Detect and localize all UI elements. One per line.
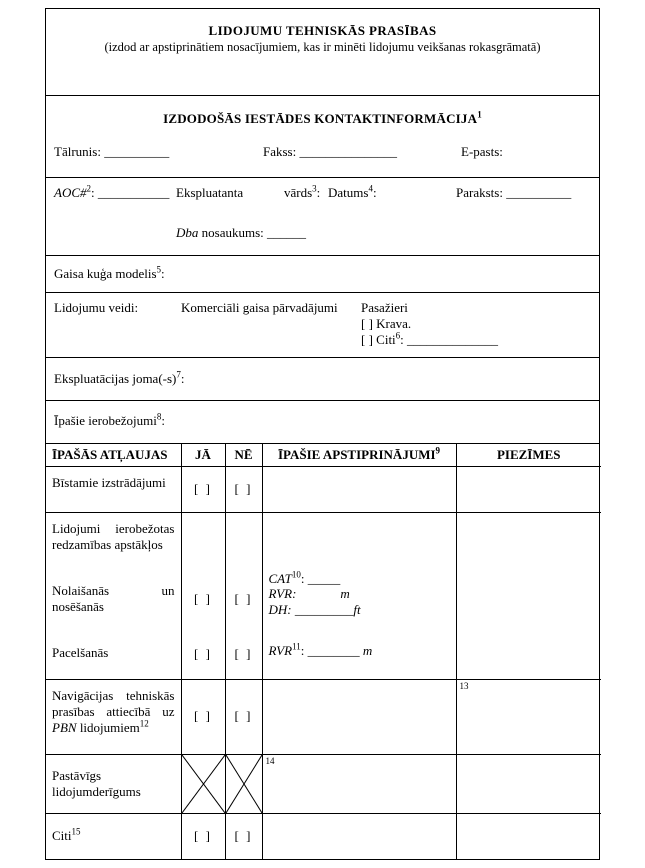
checkbox-glyph: [ ] [194, 828, 212, 844]
takeoff-label: Pacelšanās [52, 644, 109, 660]
dba-rest: nosaukums: [201, 225, 264, 240]
name-word: vārds [284, 185, 313, 200]
approach-landing-label: Nolaišanās un nosēšanās [52, 582, 175, 614]
other-operations-field[interactable]: ______________ [407, 332, 499, 347]
other-row-label [46, 813, 181, 859]
airworthiness-label: Pastāvīgs lidojumderīgums [46, 754, 181, 813]
approach-yes-checkbox[interactable]: [ ] [194, 590, 212, 606]
footnote-1: 1 [477, 109, 482, 120]
takeoff-yes-checkbox[interactable]: [ ] [194, 645, 212, 661]
operation-area-label [54, 371, 185, 387]
footnote-3: 3 [312, 183, 317, 194]
col-header-notes: PIEZĪMES [456, 444, 601, 466]
name-colon: : [316, 185, 321, 200]
fax-field[interactable]: _______________ [299, 144, 397, 159]
cross-mark [226, 755, 262, 813]
footnote-14: 14 [265, 755, 275, 766]
operation-types-section [46, 293, 599, 358]
low-visibility-yes-cell [181, 512, 225, 679]
flight-technical-requirements-form [45, 8, 600, 860]
rvr-label: RVR: [268, 586, 297, 601]
footnote-6: 6 [395, 330, 401, 341]
approach-no-checkbox[interactable]: [ ] [234, 590, 253, 606]
special-limitations-section [46, 401, 599, 444]
cat-label: CAT [268, 570, 292, 586]
issuer-contact-section [46, 96, 599, 178]
row-other [46, 813, 601, 859]
cross-mark [182, 755, 225, 813]
footnote-10: 10 [291, 569, 301, 580]
email-label: E-pasts: [461, 144, 503, 159]
date-word: Datums [328, 185, 369, 200]
signature-field[interactable]: __________ [506, 185, 572, 200]
special-permissions-table [46, 444, 601, 859]
special-limitations-text: Īpašie ierobežojumi [54, 413, 157, 428]
rvr-line [269, 586, 456, 602]
passengers-option: Pasažieri [361, 300, 408, 315]
operation-type-options [361, 300, 498, 348]
operation-area-text: Ekspluatācijas joma(-s) [54, 371, 177, 386]
col-header-approvals [262, 444, 456, 466]
dh-label: DH: [268, 601, 292, 617]
checkbox-glyph: [ ] [234, 708, 253, 724]
other-no-checkbox[interactable] [225, 813, 262, 859]
checkbox-glyph: [ ] [194, 708, 212, 724]
footnote-4: 4 [368, 183, 373, 194]
fax-label: Fakss: [263, 144, 297, 159]
date-colon: : [372, 185, 377, 200]
col-header-permissions: ĪPAŠĀS ATĻAUJAS [46, 444, 181, 466]
low-visibility-approvals-cell [262, 512, 456, 679]
footnote-5: 5 [156, 264, 162, 275]
dh-field[interactable]: _________ [294, 601, 354, 617]
operations-label: Lidojumu veidi: [54, 300, 139, 315]
operator-name-label [284, 185, 320, 201]
approvals-header-text: ĪPAŠIE APSTIPRINĀJUMI [277, 446, 436, 462]
footnote-15: 15 [71, 826, 81, 837]
airworthiness-approvals-cell [262, 754, 456, 813]
pbn-notes-cell [456, 679, 601, 754]
footnote-7: 7 [176, 369, 181, 380]
other-yes-checkbox[interactable] [181, 813, 225, 859]
footnote-8: 8 [156, 411, 162, 422]
low-visibility-no-cell [225, 512, 262, 679]
phone-label: Tālrunis: [54, 144, 101, 159]
checkbox-glyph: [ ] [194, 480, 212, 496]
checkbox-glyph: [ ] [234, 480, 253, 496]
email-row [461, 144, 503, 160]
other-label-text: Citi [52, 828, 72, 844]
pbn-requirements-label [52, 688, 175, 736]
operation-area-section [46, 358, 599, 401]
aoc-number-row [54, 185, 169, 201]
low-visibility-notes-cell [456, 512, 601, 679]
cargo-option-checkbox[interactable]: [ ] Krava. [361, 316, 412, 331]
operation-area-colon: : [180, 371, 185, 386]
row-continuing-airworthiness [46, 754, 601, 813]
form-subtitle: (izdod ar apstiprinātiem nosacījumiem, kas ir minēti lidojumu veikšanas rokasgrāmatā) [104, 40, 541, 55]
row-pbn-requirements [46, 679, 601, 754]
dangerous-goods-label: Bīstamie izstrādājumi [46, 466, 181, 512]
col-header-no: NĒ [225, 444, 262, 466]
takeoff-rvr-field[interactable]: ________ [307, 643, 360, 658]
special-limitations-label [54, 413, 165, 429]
table-header-row [46, 444, 601, 466]
issuer-heading-text: IZDODOŠĀS IESTĀDES KONTAKTINFORMĀCIJA [163, 111, 478, 126]
col-header-yes: JĀ [181, 444, 225, 466]
dangerous-no-checkbox[interactable] [225, 466, 262, 512]
row-dangerous-goods [46, 466, 601, 512]
takeoff-rvr-label: RVR [268, 643, 293, 658]
footnote-9: 9 [435, 445, 441, 456]
rvr-unit: m [340, 586, 350, 601]
aoc-label: AOC# [54, 185, 87, 200]
footnote-12: 12 [139, 718, 149, 729]
airworthiness-no-cell-crossed [225, 754, 262, 813]
form-title: LIDOJUMU TEHNISKĀS PRASĪBAS [208, 23, 437, 38]
aoc-colon: : [91, 185, 95, 200]
other-notes-cell [456, 813, 601, 859]
low-visibility-group-label: Lidojumi ierobežotas redzamības apstākļos [52, 520, 175, 552]
cat-colon: : [300, 570, 305, 586]
takeoff-rvr-colon: : [300, 643, 305, 658]
aircraft-model-label [54, 266, 165, 282]
dba-word: Dba [176, 225, 199, 240]
footnote-11: 11 [292, 641, 301, 652]
form-header-section [46, 9, 599, 96]
cat-field[interactable]: _____ [307, 570, 341, 586]
aoc-section [46, 178, 599, 256]
fax-row [263, 144, 397, 160]
other-option-checkbox[interactable]: [ ] Citi [361, 332, 396, 347]
other-colon: : [400, 332, 404, 347]
phone-row [54, 144, 169, 160]
dba-field[interactable]: ______ [267, 225, 307, 240]
dangerous-approvals-cell [262, 466, 456, 512]
footnote-2: 2 [86, 183, 91, 194]
operator-word: Ekspluatanta [176, 185, 244, 200]
pbn-label-pre: Navigācijas tehniskās prasības attiecībā uz [52, 687, 175, 719]
takeoff-rvr-line [269, 643, 456, 659]
other-option [361, 332, 498, 348]
aoc-field[interactable]: ___________ [97, 185, 170, 200]
pbn-label-post: lidojumiem [79, 719, 140, 735]
checkbox-glyph: [ ] [234, 828, 253, 844]
issuer-heading [46, 96, 599, 127]
aircraft-model-section [46, 256, 599, 293]
phone-field[interactable]: __________ [104, 144, 170, 159]
dangerous-yes-checkbox[interactable] [181, 466, 225, 512]
aircraft-model-text: Gaisa kuģa modelis [54, 266, 157, 281]
pbn-no-checkbox[interactable] [225, 679, 262, 754]
special-limitations-colon: : [161, 413, 166, 428]
commercial-transport-label: Komerciāli gaisa pārvadājumi [181, 300, 338, 315]
dangerous-notes-cell [456, 466, 601, 512]
pbn-yes-checkbox[interactable] [181, 679, 225, 754]
airworthiness-notes-cell [456, 754, 601, 813]
date-label [328, 185, 377, 201]
cat-line [269, 571, 456, 587]
footnote-13: 13 [459, 680, 469, 691]
dba-row [176, 225, 306, 241]
pbn-approvals-cell [262, 679, 456, 754]
row-low-visibility-group [46, 512, 601, 679]
dh-line [269, 602, 456, 618]
cat-approvals-block [269, 571, 456, 618]
other-approvals-cell [262, 813, 456, 859]
signature-label: Paraksts: [456, 185, 503, 200]
pbn-label-italic: PBN [52, 719, 77, 735]
takeoff-rvr-unit: m [362, 643, 373, 658]
takeoff-no-checkbox[interactable]: [ ] [234, 645, 253, 661]
pbn-label-cell [46, 679, 181, 754]
low-visibility-labels-cell [46, 512, 181, 679]
airworthiness-yes-cell-crossed [181, 754, 225, 813]
dh-unit: ft [353, 601, 361, 617]
aircraft-model-colon: : [161, 266, 165, 281]
signature-row [456, 185, 571, 201]
